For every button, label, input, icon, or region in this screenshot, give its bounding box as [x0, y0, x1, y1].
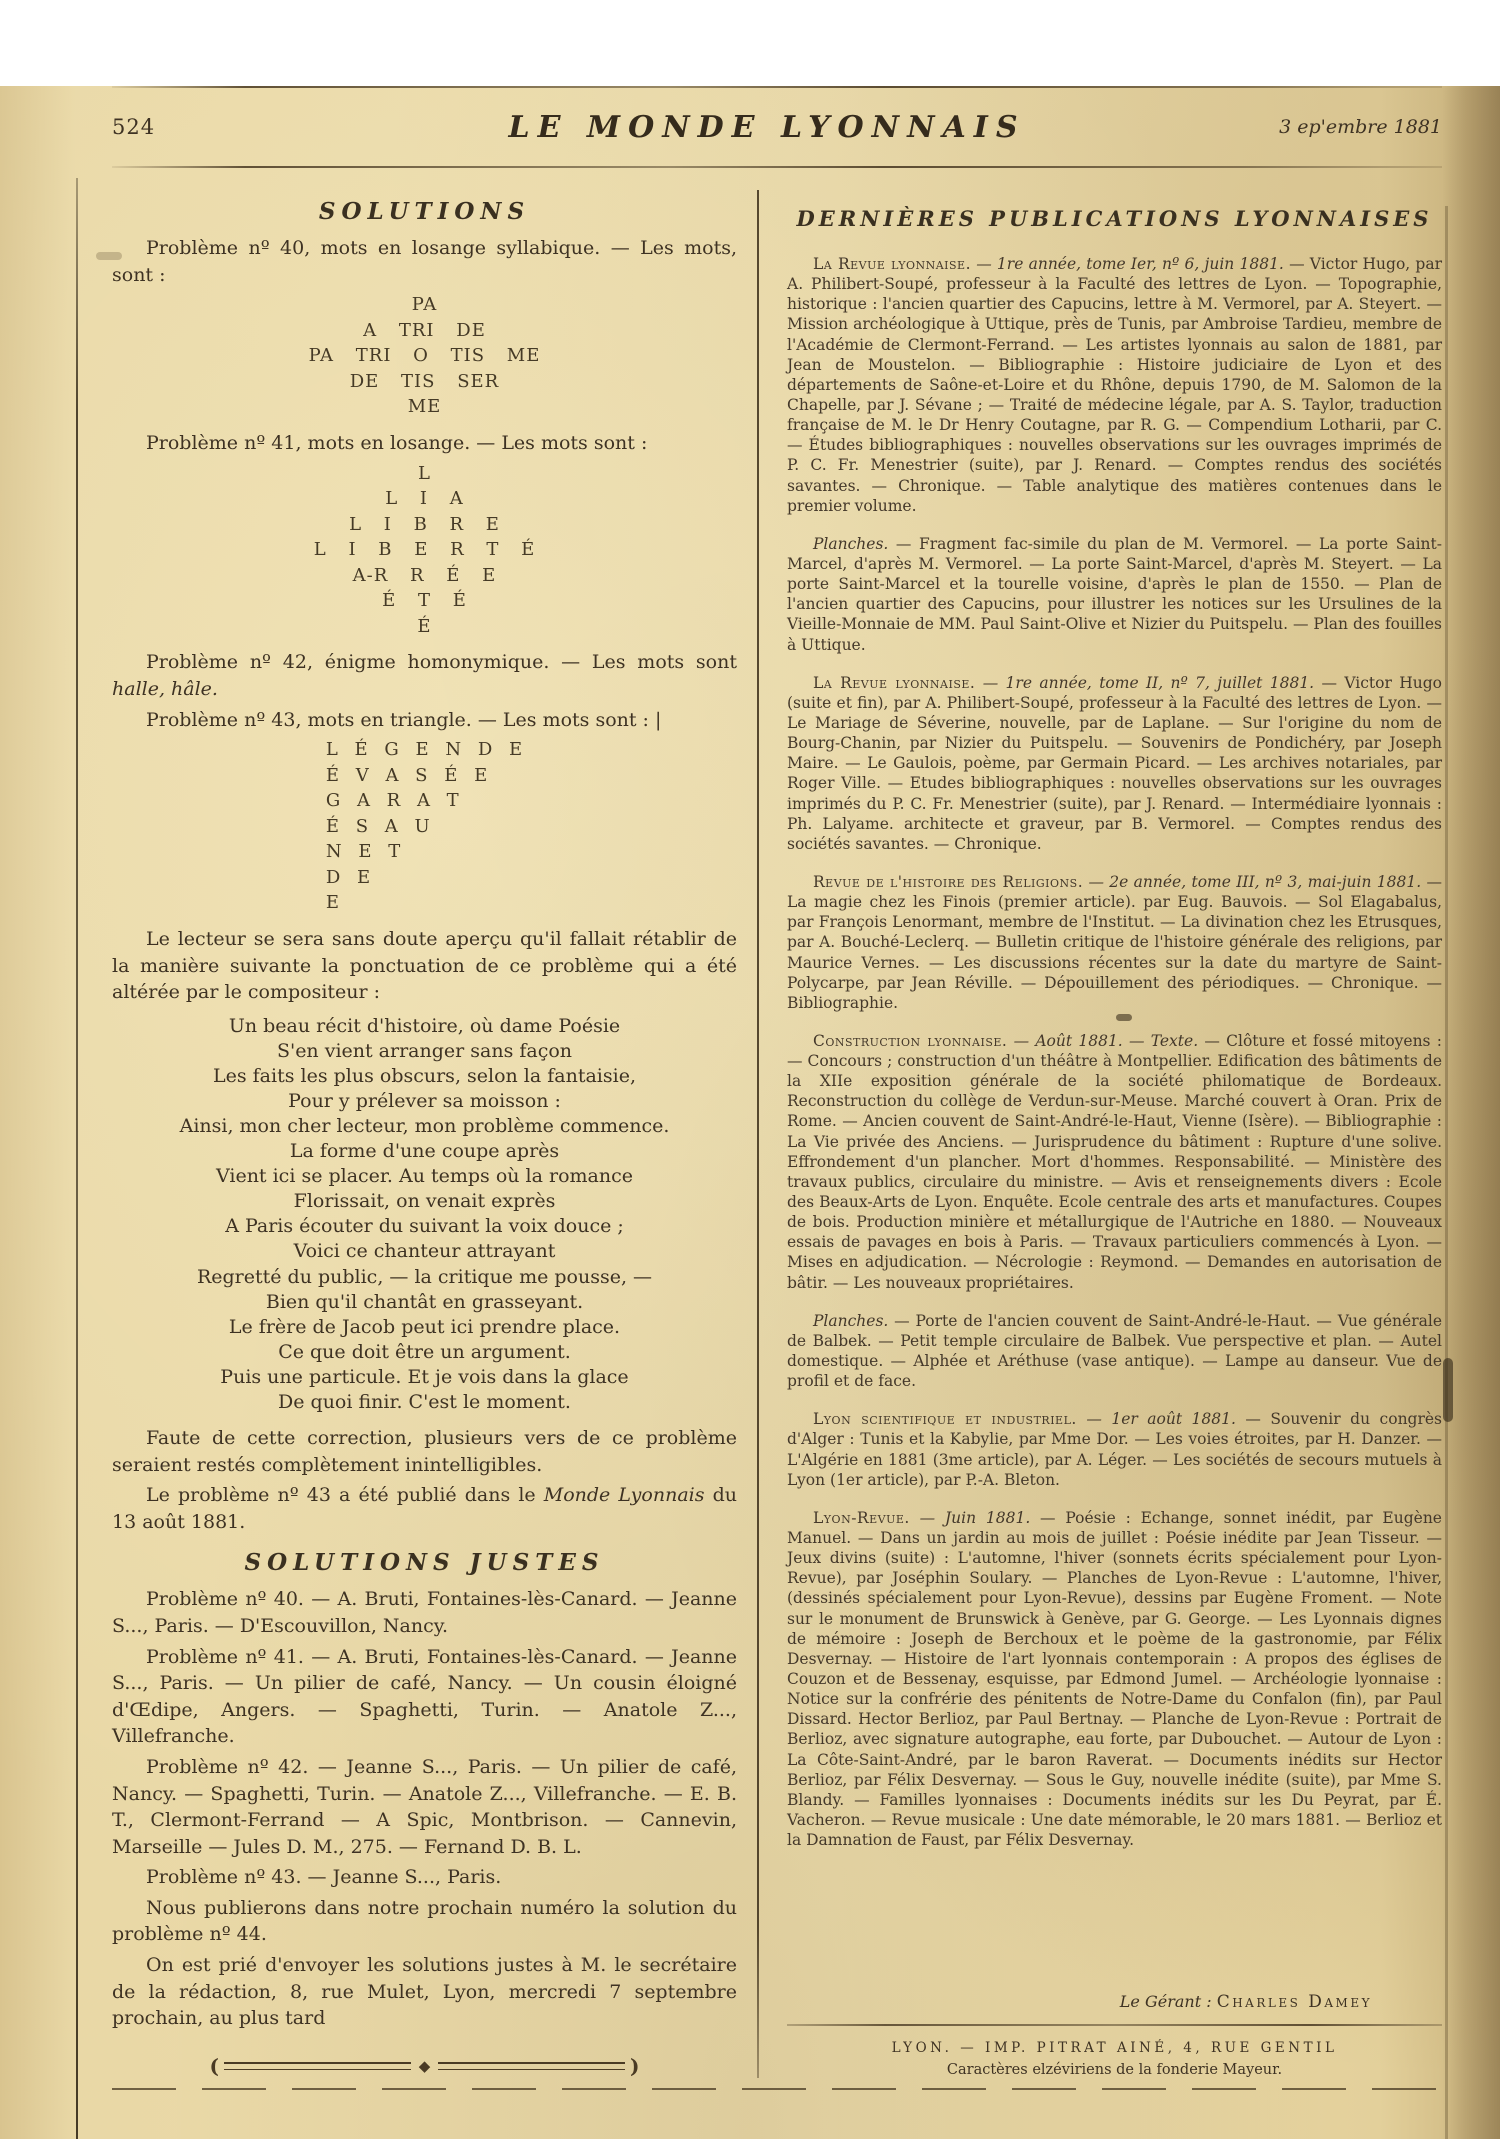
entry-revue-lyonnaise-6	[787, 254, 1442, 516]
justes-problem-40: Problème nº 40. — A. Bruti, Fontaines-lès-Canard. — Jeanne S..., Paris. — D'Escouvillon, Nancy.	[112, 1588, 737, 1637]
solutions-heading: SOLUTIONS	[318, 198, 531, 225]
issue-date: 3 ep'embre 1881	[1279, 116, 1442, 138]
problem-42-line	[112, 649, 737, 702]
entry-lead: La Revue lyonnaise.	[813, 255, 972, 273]
poem-line: Les faits les plus obscurs, selon la fantaisie,	[212, 1064, 636, 1087]
entry-lead: Planches.	[813, 534, 889, 553]
puzzle-line: DE TIS SER	[349, 370, 500, 392]
publication-note-title: Monde Lyonnais	[543, 1484, 705, 1507]
ornament-bar	[438, 2062, 625, 2070]
poem	[112, 1014, 737, 1415]
gerant-name: Charles Damey	[1216, 1991, 1372, 2012]
entry-revue-lyonnaise-7	[787, 673, 1442, 854]
solutions-justes-heading: SOLUTIONS JUSTES	[244, 1549, 605, 1577]
triangle-inner	[326, 737, 523, 916]
puzzle-line: L I A	[385, 488, 464, 510]
poem-line: Voici ce chanteur attrayant	[293, 1240, 556, 1263]
triangle-43	[112, 737, 737, 916]
poem-line: Ce que doit être un argument.	[278, 1340, 571, 1363]
puzzle-line: A-R R É E	[352, 564, 497, 586]
puzzle-line: A TRI DE	[363, 319, 486, 341]
ornament-bar	[224, 2062, 411, 2070]
justes-problem-43: Problème nº 43. — Jeanne S..., Paris.	[146, 1866, 502, 1889]
entry-lyon-scientifique	[787, 1409, 1442, 1490]
ornament-hook-right-icon: )	[630, 2053, 640, 2078]
entry-lead: Lyon-Revue.	[813, 1508, 910, 1527]
masthead	[112, 88, 1442, 166]
solutions-column	[112, 184, 757, 2078]
puzzle-line: É T É	[382, 590, 467, 612]
correction-note: Le lecteur se sera sans doute aperçu qu'il fallait rétablir de la manière suivante la ponctuation de ce problème qui a été altérée par le compositeur :	[112, 927, 737, 1004]
entry-construction-lyonnaise	[787, 1031, 1442, 1293]
problem-42-answers: halle, hâle.	[112, 677, 218, 700]
ornament-center-icon: ◆	[418, 2056, 431, 2075]
entry-planches-1	[787, 534, 1442, 655]
puzzle-line: L I B E R T É	[313, 539, 536, 561]
poem-line: Pour y prélever sa moisson :	[288, 1089, 561, 1112]
gerant-line	[787, 1992, 1442, 2012]
puzzle-line: É	[417, 615, 432, 637]
entry-body: — Victor Hugo (suite et fin), par A. Philibert-Soupé, professeur à la Faculté des lettres de Lyon. — Le Mariage de Séverine, nouvelle, par de Laplane. — Sur l'origine du nom de Bourg-Chanin, par Nizier du Puitspelu. — Souvenirs de Pondichéry, par Joseph Maire. — Le Gaulois, poème, par Germain Picard. — Les archives notariales, par Roger Ville. — Etudes bibliographiques : nouvelles observations sur les ouvrages imprimés du P. C. Fr. Menestrier (suite), par J. Renard. — Intermédiaire lyonnais : Ph. Lalyame. architecte et graveur, par B. Vermorel. — Comptes rendus des sociétés savantes. — Chronique.	[787, 673, 1442, 853]
entry-body: — Victor Hugo, par A. Philibert-Soupé, professeur à la Faculté des lettres de Lyon. — Topographie, historique : l'ancien quartier des Capucins, lettre à M. Vermorel, par A. Steyert. — Mission archéologique à Uttique, près de Tunis, par Ambroise Tardieu, membre de l'Académie de Clermont-Ferrand. — Les artistes lyonnais au salon de 1881, par Jean de Moustelon. — Bibliographie : Histoire judiciaire de Lyon et des départements de Saône-et-Loire et du Rhône, depuis 1790, de M. Salomon de la Chapelle, par J. Sévane ; — Traité de médecine légale, par A. S. Taylor, traduction française de M. le Dr Henry Coutagne, par R. G. — Compendium Lotharii, par C. — Études bibliographiques : nouvelles observations sur les ouvrages imprimés de P. C. Fr. Menestrier (suite), par J. Renard. — Comptes rendus des sociétés savantes. — Chronique. — Table analytique des matières contenues dans le premier volume.	[787, 255, 1442, 515]
entry-body: — Porte de l'ancien couvent de Saint-André-le-Haut. — Vue générale de Balbek. — Petit temple circulaire de Balbek. Vue perspective et plan. — Autel domestique. — Alphée et Aréthuse (vase antique). — Lampe au danseur. Vue de profil et de face.	[787, 1311, 1442, 1391]
puzzle-line: É S A U	[325, 815, 431, 837]
justes-problem-42: Problème nº 42. — Jeanne S..., Paris. — Un pilier de café, Nancy. — Spaghetti, Turin. — Anatole Z..., Villefranche. — E. B. T., Clermont-Ferrand — A Spic, Montbrison. — Cannevin, Marseille — Jules D. M., 275. — Fernand D. B. L.	[112, 1755, 737, 1858]
poem-line: A Paris écouter du suivant la voix douce ;	[225, 1215, 624, 1238]
entry-body: — Poésie : Echange, sonnet inédit, par Eugène Manuel. — Dans un jardin au mois de juillet : Poésie inédite par Jean Tisseur. — Jeux divins (suite) : L'automne, l'hiver (sonnets écrits spécialement pour Lyon-Revue), par Joséphin Soulary. — Planches de Lyon-Revue : L'automne, l'hiver, (dessinés spécialement pour Lyon-Revue), dessins par Eugène Froment. — Note sur le monument de Brunswick à Genève, par G. George. — Les Lyonnais dignes de mémoire : Joseph de Berchoux et le poème de la gastronomie, par Félix Desvernay. — Histoire de l'art lyonnais contemporain : A propos des églises de Couzon et de Bessenay, esquisse, par Edmond Jumel. — Archéologie lyonnaise : Notice sur la confrérie des pénitents de Notre-Dame du Confalon (fin), par Paul Dissard. Hector Berlioz, par Paul Bertnay. — Planche de Lyon-Revue : Portrait de Berlioz, avec signature autographe, eau forte, par Dubouchet. — Autour de Lyon : La Côte-Saint-André, par le baron Raverat. — Documents inédits sur Hector Berlioz, par Félix Desvernay. — Sous le Guy, nouvelle inédite (suite), par Mme S. Blandy. — Familles lyonnaises : Documents inédits sur les Du Peyrat, par É. Vacheron. — Revue musicale : Une date mémorable, le 20 mars 1881. — Berlioz et la Damnation de Faust, par Félix Desvernay.	[787, 1508, 1442, 1850]
losange-40	[112, 292, 737, 420]
entry-date: — 1re année, tome Ier, nº 6, juin 1881.	[971, 255, 1284, 273]
poem-line: Bien qu'il chantât en grasseyant.	[265, 1290, 584, 1313]
entry-date: — 1re année, tome II, nº 7, juillet 1881.	[975, 673, 1315, 692]
puzzle-line: D E	[325, 866, 372, 888]
poem-line: Vient ici se placer. Au temps où la romance	[215, 1165, 633, 1188]
ornament-hook-left-icon: (	[209, 2053, 219, 2078]
poem-line: Puis une particule. Et je vois dans la glace	[220, 1365, 629, 1388]
entry-planches-2	[787, 1311, 1442, 1392]
entry-body: — La magie chez les Finois (premier article). par Eug. Bauvois. — Sol Elagabalus, par François Lenormant, membre de l'Institut. — La divination chez les Etrusques, par A. Bouché-Leclerq. — Bulletin critique de l'histoire générale des religions, par Maurice Vernes. — Les discussions récentes sur la date du martyre de Saint-Polycarpe, par Jean Réville. — Dépouillement des périodiques. — Chronique. — Bibliographie.	[787, 872, 1442, 1012]
entry-lead: Revue de l'histoire des Religions.	[813, 872, 1084, 891]
entry-lead: La Revue lyonnaise.	[813, 673, 976, 692]
typeface-imprint: Caractères elzéviriens de la fonderie Mayeur.	[946, 2061, 1283, 2078]
header-bottom-rule	[112, 166, 1442, 168]
entry-lead: Lyon scientifique et industriel.	[813, 1410, 1077, 1429]
entry-lead: Planches.	[813, 1311, 889, 1330]
puzzle-line: L	[418, 462, 431, 484]
entry-lyon-revue	[787, 1508, 1442, 1850]
entry-body: — Clôture et fossé mitoyens : — Concours ; construction d'un théâtre à Montpellier. Edification des bâtiments de la XIIe exposition générale de la société philomatique de Bordeaux. Reconstruction du collège de Verdun-sur-Meuse. Marché couvert à Oran. Prix de Rome. — Ancien couvent de Saint-André-le-Haut, Vienne (Isère). — Bibliographie : La Vie privée des Anciens. — Jurisprudence du bâtiment : Rupture d'une solive. Effrondement d'un plancher. Mort d'hommes. Responsabilité. — Ministère des travaux publics, circulaire du ministre. — Avis et renseignements divers : Ecole des Beaux-Arts de Lyon. Enquête. Ecole centrale des arts et manufactures. Coupes de bois. Production minière et métallurgique de l'Autriche en 1880. — Nouveaux essais de pavages en bois à Paris. — Travaux particuliers commencés à Lyon. — Mises en adjudication. — Nécrologie : Reymond. — Demandes en autorisation de bâtir. — Les nouveaux propriétaires.	[787, 1031, 1442, 1292]
publication-note	[112, 1482, 737, 1535]
puzzle-line: PA TRI O TIS ME	[308, 345, 541, 367]
justes-problem-41: Problème nº 41. — A. Bruti, Fontaines-lès-Canard. — Jeanne S..., Paris. — Un pilier de café, Nancy. — Un cousin éloigné d'Œdipe, Angers. — Spaghetti, Turin. — Anatole Z..., Villefranche.	[112, 1645, 737, 1748]
entry-date: — 2e année, tome III, nº 3, mai-juin 1881.	[1083, 872, 1422, 891]
poem-line: Regretté du public, — la critique me pousse, —	[196, 1265, 653, 1288]
poem-line: La forme d'une coupe après	[289, 1140, 560, 1163]
puzzle-line: L I B R E	[349, 513, 500, 535]
poem-line: S'en vient arranger sans façon	[276, 1039, 573, 1062]
puzzle-line: E	[325, 892, 340, 914]
puzzle-line: G A R A T	[325, 790, 460, 812]
ornament-divider	[210, 2054, 640, 2078]
problem-42-intro: Problème nº 42, énigme homonymique. — Les mots sont	[146, 651, 737, 674]
losange-41	[112, 461, 737, 640]
entry-body: — Fragment fac-simile du plan de M. Vermorel. — La porte Saint-Marcel, d'après M. Vermorel. — La porte Saint-Marcel, d'après M. Steyert. — La porte Saint-Marcel et la tourelle voisine, d'après le plan de 1550. — Plan de l'ancien quartier des Capucins, pour illustrer les notices sur les Ursulines de la Vieille-Monnaie de MM. Paul Saint-Olive et Nizier du Puitspelu. — Plan des fouilles à Uttique.	[787, 534, 1442, 654]
entry-body: — Souvenir du congrès d'Alger : Tunis et la Kabylie, par Mme Dor. — Les voies étroites, par H. Danzer. — L'Algérie en 1881 (3me article), par A. Léger. — Les sociétés de secours mutuels à Lyon (1er article), par P.-A. Bleton.	[787, 1410, 1443, 1489]
publications-column	[759, 184, 1442, 2078]
closing-note-1: Nous publierons dans notre prochain numéro la solution du problème nº 44.	[112, 1896, 737, 1946]
puzzle-line: L É G E N D E	[325, 739, 524, 761]
poem-line: De quoi finir. C'est le moment.	[278, 1390, 571, 1413]
publication-note-pre: Le problème nº 43 a été publié dans le	[146, 1484, 544, 1507]
poem-line: Florissait, on venait exprès	[293, 1190, 556, 1213]
puzzle-line: ME	[407, 396, 442, 418]
footer-rule	[112, 2088, 1442, 2090]
problem-40-intro: Problème nº 40, mots en losange syllabique. — Les mots, sont :	[112, 237, 737, 286]
poem-line: Un beau récit d'histoire, où dame Poésie	[228, 1014, 621, 1037]
puzzle-line: N E T	[325, 841, 402, 863]
newspaper-page	[0, 86, 1500, 2139]
problem-41-intro: Problème nº 41, mots en losange. — Les mots sont :	[146, 431, 648, 454]
page-number: 524	[112, 115, 156, 139]
gerant-label: Le Gérant :	[1119, 1991, 1212, 2011]
entry-lead: Construction lyonnaise.	[813, 1031, 1008, 1050]
problem-43-line: Problème nº 43, mots en triangle. — Les mots sont : |	[146, 708, 662, 731]
imprint-rule	[787, 2024, 1442, 2026]
publication-note-post: du 13 août 1881.	[112, 1484, 738, 1533]
puzzle-line: É V A S É E	[325, 764, 489, 786]
printer-imprint: LYON. — IMP. PITRAT AINÉ, 4, RUE GENTIL	[891, 2039, 1338, 2056]
newspaper-title: LE MONDE LYONNAIS	[508, 109, 1026, 145]
entry-date: — 1er août 1881.	[1076, 1410, 1236, 1429]
after-poem-note: Faute de cette correction, plusieurs vers de ce problème seraient restés complètement inintelligibles.	[112, 1426, 737, 1476]
entry-date: — Juin 1881.	[909, 1508, 1031, 1527]
page-content	[0, 86, 1500, 2090]
poem-line: Le frère de Jacob peut ici prendre place.	[228, 1315, 621, 1338]
publications-heading: DERNIÈRES PUBLICATIONS LYONNAISES	[796, 206, 1433, 231]
closing-note-2: On est prié d'envoyer les solutions justes à M. le secrétaire de la rédaction, 8, rue Mulet, Lyon, mercredi 7 septembre prochain, au plus tard	[112, 1954, 737, 2030]
entry-revue-histoire-religions	[787, 872, 1442, 1013]
poem-line: Ainsi, mon cher lecteur, mon problème commence.	[179, 1115, 670, 1138]
entry-date: — Août 1881. — Texte.	[1007, 1031, 1199, 1050]
puzzle-line: PA	[411, 294, 438, 316]
two-column-layout	[112, 184, 1442, 2078]
